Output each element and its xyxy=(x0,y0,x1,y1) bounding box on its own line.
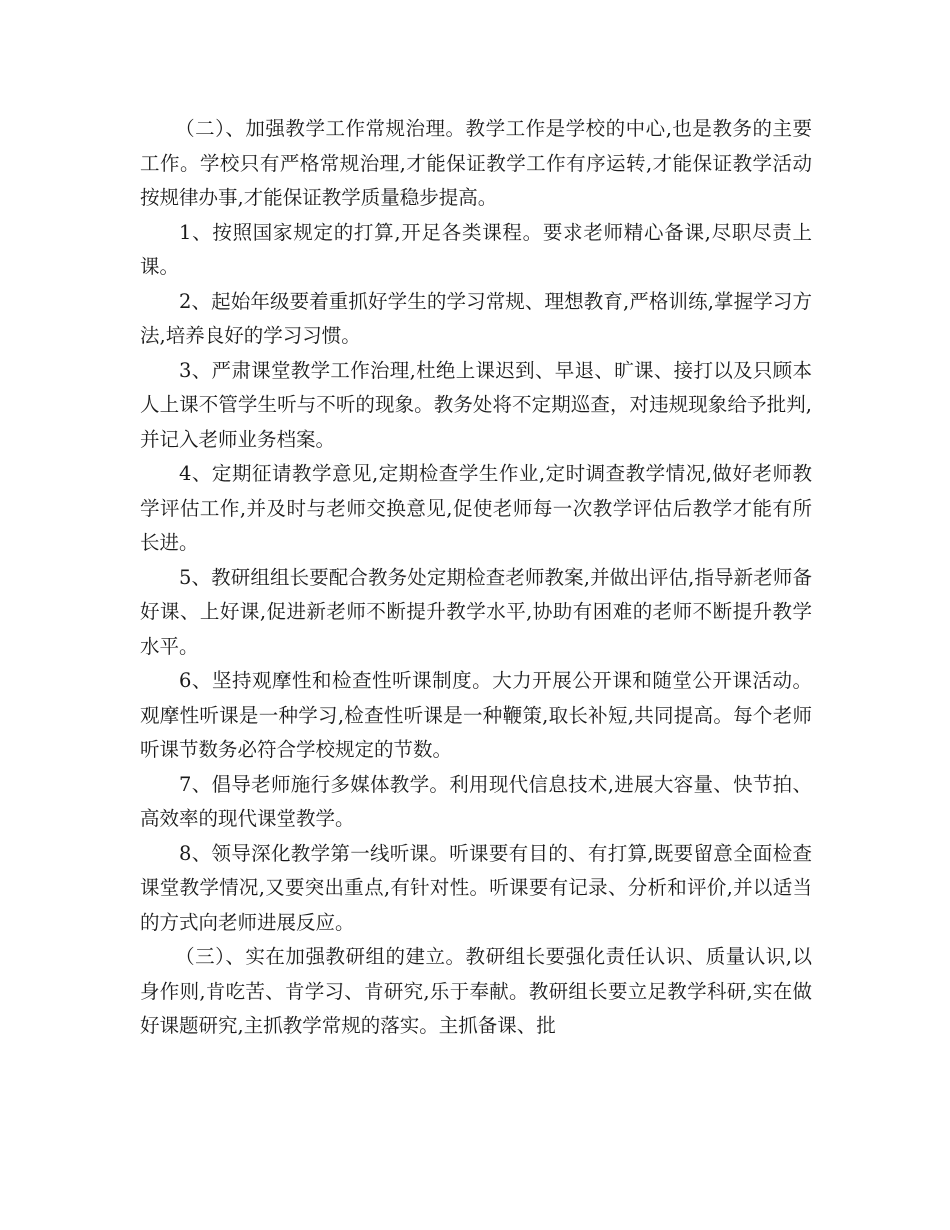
paragraph-item-4: 4、定期征请教学意见,定期检查学生作业,定时调查教学情况,做好老师教学评估工作,并及时与老师交换意见,促使老师每一次教学评估后教学才能有所长进。 xyxy=(140,462,812,554)
paragraph-item-6: 6、坚持观摩性和检查性听课制度。大力开展公开课和随堂公开课活动。观摩性听课是一种学习,检查性听课是一种鞭策,取长补短,共同提高。每个老师听课节数务必符合学校规定的节数。 xyxy=(140,669,812,761)
paragraph-item-5: 5、教研组组长要配合教务处定期检查老师教案,并做出评估,指导新老师备好课、上好课,促进新老师不断提升教学水平,协助有困难的老师不断提升教学水平。 xyxy=(140,565,812,658)
paragraph-item-1: 1、按照国家规定的打算,开足各类课程。要求老师精心备课,尽职尽责上课。 xyxy=(140,220,812,278)
document-page xyxy=(140,112,812,1044)
paragraph-section-3: （三）、实在加强教研组的建立。教研组长要强化责任认识、质量认识,以身作则,肯吃苦、肯学习、肯研究,乐于奉献。教研组长要立足教学科研,实在做好课题研究,主抓教学常规的落实。主抓备课、批 xyxy=(140,945,812,1037)
paragraph-item-2: 2、起始年级要着重抓好学生的学习常规、理想教育,严格训练,掌握学习方法,培养良好的学习习惯。 xyxy=(140,289,812,347)
paragraph-section-2: （二）、加强教学工作常规治理。教学工作是学校的中心,也是教务的主要工作。学校只有严格常规治理,才能保证教学工作有序运转,才能保证教学活动按规律办事,才能保证教学质量稳步提高。 xyxy=(140,117,812,209)
paragraph-item-8: 8、领导深化教学第一线听课。听课要有目的、有打算,既要留意全面检查课堂教学情况,又要突出重点,有针对性。听课要有记录、分析和评价,并以适当的方式向老师进展反应。 xyxy=(140,841,812,934)
paragraph-item-3: 3、严肃课堂教学工作治理,杜绝上课迟到、早退、旷课、接打以及只顾本人上课不管学生听与不听的现象。教务处将不定期巡查，对违规现象给予批判,并记入老师业务档案。 xyxy=(140,358,812,451)
paragraph-item-7: 7、倡导老师施行多媒体教学。利用现代信息技术,进展大容量、快节拍、高效率的现代课堂教学。 xyxy=(140,772,812,830)
